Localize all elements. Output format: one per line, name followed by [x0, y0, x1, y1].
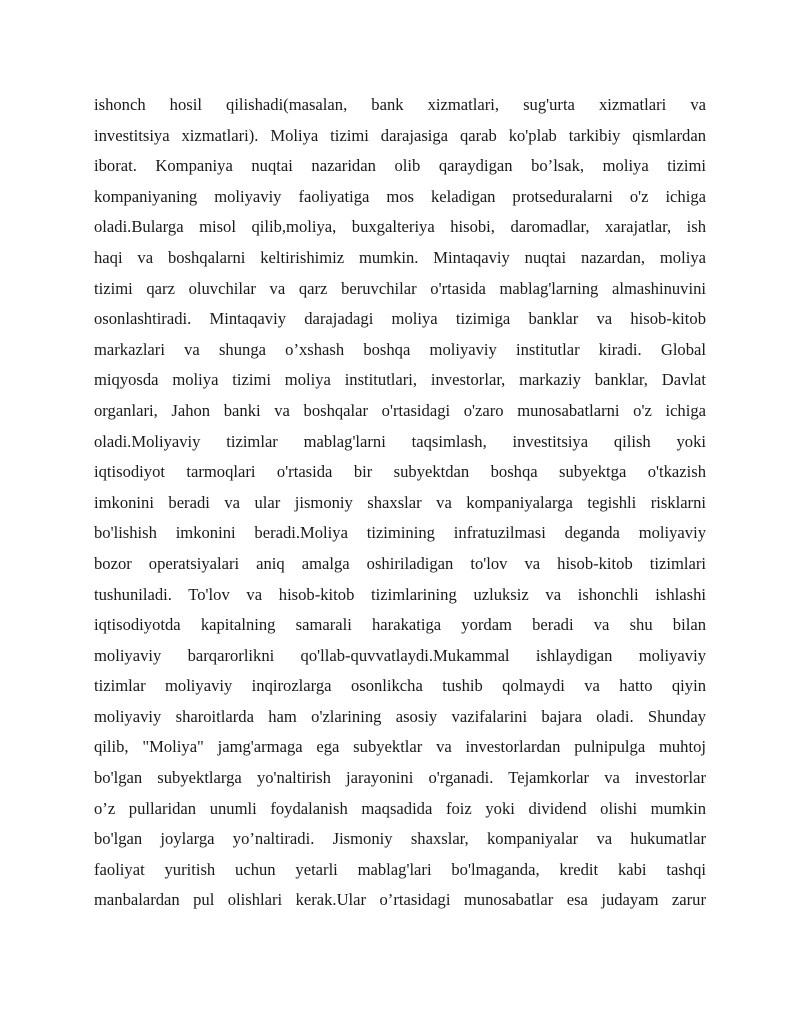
text-line: oladi.Moliyaviy tizimlar mablag'larni taqsimlash, investitsiya qilish yoki: [94, 431, 706, 451]
text-line: o’z pullaridan unumli foydalanish maqsadida foiz yoki dividend olishi mumkin: [94, 798, 706, 818]
text-line: bo'lgan subyektlarga yo'naltirish jarayonini o'rganadi. Tejamkorlar va investorlar: [94, 768, 706, 788]
text-line: haqi va boshqalarni keltirishimiz mumkin. Mintaqaviy nuqtai nazardan, moliya: [94, 247, 706, 267]
text-line: tizimlar moliyaviy inqirozlarga osonlikcha tushib qolmaydi va hatto qiyin: [94, 676, 706, 696]
text-line: osonlashtiradi. Mintaqaviy darajadagi moliya tizimiga banklar va hisob-kitob: [94, 309, 706, 329]
text-line: tushuniladi. To'lov va hisob-kitob tizimlarining uzluksiz va ishonchli ishlashi: [94, 584, 706, 604]
text-line: iqtisodiyotda kapitalning samarali harakatiga yordam beradi va shu bilan: [94, 615, 706, 635]
text-line: bozor operatsiyalari aniq amalga oshiriladigan to'lov va hisob-kitob tizimlari: [94, 553, 706, 573]
text-line: ishonch hosil qilishadi(masalan, bank xizmatlari, sug'urta xizmatlari va: [94, 95, 706, 114]
text-line: bo'lishish imkonini beradi.Moliya tizimining infratuzilmasi deganda moliyaviy: [94, 523, 706, 543]
text-line: markazlari va shunga o’xshash boshqa moliyaviy institutlar kiradi. Global: [94, 339, 706, 359]
text-line: miqyosda moliya tizimi moliya institutlari, investorlar, markaziy banklar, Davlat: [94, 370, 706, 390]
text-line: oladi.Bularga misol qilib,moliya, buxgalteriya hisobi, daromadlar, xarajatlar, ish: [94, 217, 706, 237]
body-text: [94, 90, 706, 916]
text-line: moliyaviy sharoitlarda ham o'zlarining asosiy vazifalarini bajara oladi. Shunday: [94, 706, 706, 726]
text-line: imkonini beradi va ular jismoniy shaxslar va kompaniyalarga tegishli risklarni: [94, 492, 706, 512]
text-line: organlari, Jahon banki va boshqalar o'rtasidagi o'zaro munosabatlarni o'z ichiga: [94, 400, 706, 420]
text-line: bo'lgan joylarga yo’naltiradi. Jismoniy shaxslar, kompaniyalar va hukumatlar: [94, 829, 706, 849]
text-line: faoliyat yuritish uchun yetarli mablag'lari bo'lmaganda, kredit kabi tashqi: [94, 859, 706, 879]
text-line: kompaniyaning moliyaviy faoliyatiga mos keladigan protseduralarni o'z ichiga: [94, 186, 706, 206]
text-line: iborat. Kompaniya nuqtai nazaridan olib qaraydigan bo’lsak, moliya tizimi: [94, 156, 706, 176]
text-line: iqtisodiyot tarmoqlari o'rtasida bir subyektdan boshqa subyektga o'tkazish: [94, 462, 706, 482]
text-line: tizimi qarz oluvchilar va qarz beruvchilar o'rtasida mablag'larning almashinuvini: [94, 278, 706, 298]
text-line: moliyaviy barqarorlikni qo'llab-quvvatlaydi.Mukammal ishlaydigan moliyaviy: [94, 645, 706, 665]
text-line: manbalardan pul olishlari kerak.Ular o’rtasidagi munosabatlar esa judayam zarur: [94, 890, 706, 910]
text-line: qilib, "Moliya" jamg'armaga ega subyektlar va investorlardan pulnipulga muhtoj: [94, 737, 706, 757]
text-line: investitsiya xizmatlari). Moliya tizimi darajasiga qarab ko'plab tarkibiy qismlardan: [94, 125, 706, 145]
